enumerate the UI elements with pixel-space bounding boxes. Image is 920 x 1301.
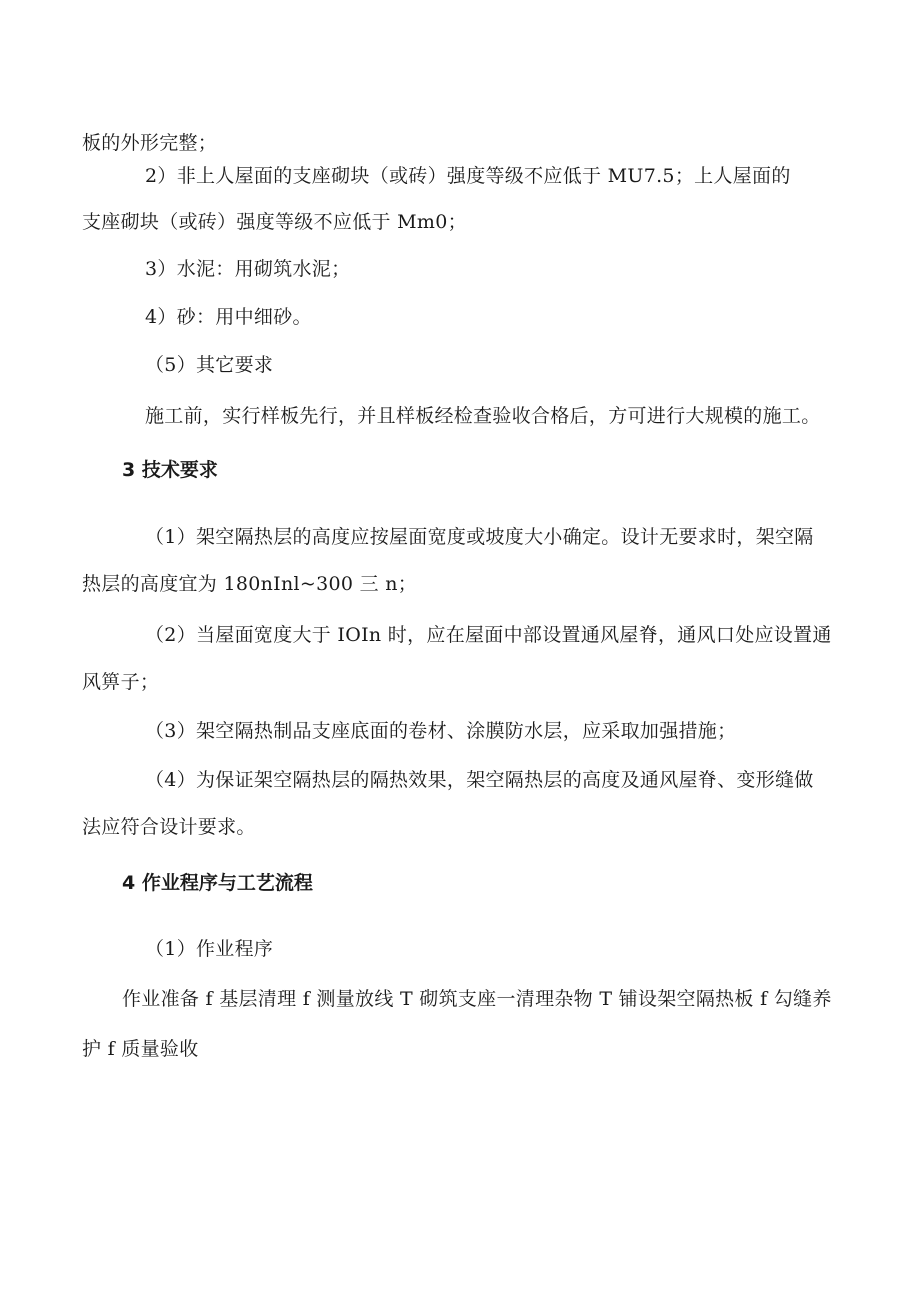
- text-line: （1）架空隔热层的高度应按屋面宽度或坡度大小确定。设计无要求时，架空隔: [145, 526, 814, 548]
- text-line: （1）作业程序: [145, 938, 274, 960]
- text-line: 板的外形完整；: [82, 132, 218, 154]
- text-line: 2）非上人屋面的支座砌块（或砖）强度等级不应低于 MU7.5；上人屋面的: [145, 165, 791, 187]
- text-line: 法应符合设计要求。: [82, 816, 256, 838]
- text-line: 施工前，实行样板先行，并且样板经检查验收合格后，方可进行大规模的施工。: [145, 405, 821, 427]
- text-line: 风箅子；: [82, 671, 160, 693]
- text-line: 护 f 质量验收: [82, 1038, 199, 1060]
- text-line: （4）为保证架空隔热层的隔热效果，架空隔热层的高度及通风屋脊、变形缝做: [145, 769, 814, 791]
- text-line: 3）水泥：用砌筑水泥；: [145, 258, 351, 280]
- text-line: 支座砌块（或砖）强度等级不应低于 Mm0；: [82, 211, 467, 233]
- text-line: （2）当屋面宽度大于 IOIn 时，应在屋面中部设置通风屋脊，通风口处应设置通: [145, 624, 832, 646]
- text-line: 热层的高度宜为 180nInl~300 三 n；: [82, 573, 418, 595]
- text-line: 作业准备 f 基层清理 f 测量放线 T 砌筑支座一清理杂物 T 铺设架空隔热板 f 勾缝养: [122, 988, 832, 1010]
- text-line: （3）架空隔热制品支座底面的卷材、涂膜防水层，应采取加强措施；: [145, 720, 737, 742]
- text-line: 4）砂：用中细砂。: [145, 306, 312, 328]
- section-heading: 4 作业程序与工艺流程: [122, 872, 313, 894]
- section-heading: 3 技术要求: [122, 459, 218, 481]
- text-line: （5）其它要求: [145, 354, 274, 376]
